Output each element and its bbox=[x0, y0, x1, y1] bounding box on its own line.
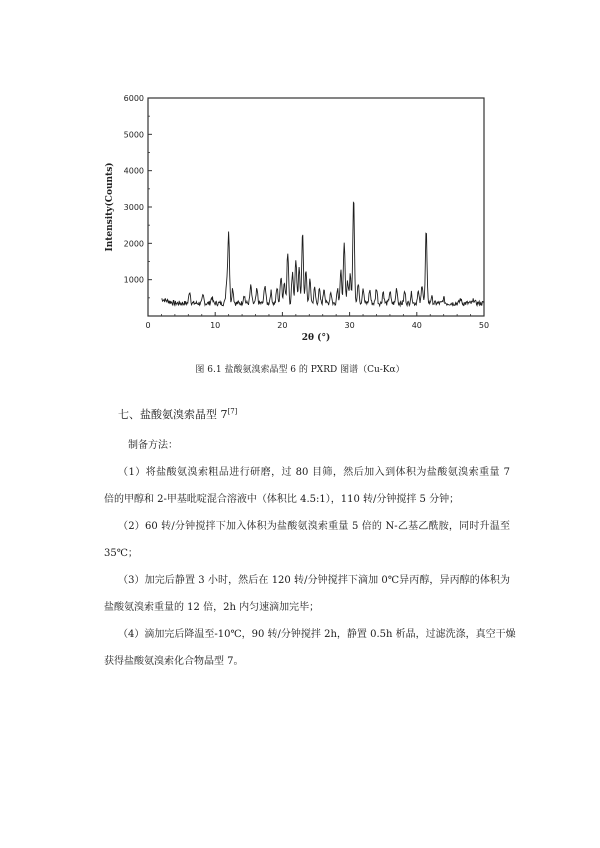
x-tick-label: 50 bbox=[478, 321, 490, 330]
peak-point bbox=[330, 294, 331, 295]
peak-point bbox=[299, 270, 300, 271]
peak-point bbox=[337, 290, 338, 291]
method-title: 制备方法： bbox=[128, 440, 178, 451]
y-tick-label: 4000 bbox=[123, 166, 144, 176]
peak-point bbox=[376, 290, 377, 291]
y-tick-label: 5000 bbox=[123, 130, 144, 140]
peak-point bbox=[276, 290, 277, 291]
peak-point bbox=[473, 302, 474, 303]
peak-point bbox=[362, 290, 363, 291]
peak-point bbox=[292, 274, 293, 275]
peak-point bbox=[358, 285, 359, 286]
plot-frame bbox=[148, 98, 484, 316]
peak-point bbox=[411, 295, 412, 296]
peak-point bbox=[369, 292, 370, 293]
peak-point bbox=[280, 277, 281, 278]
x-tick-label: 10 bbox=[210, 321, 221, 330]
x-tick-label: 20 bbox=[277, 321, 288, 330]
peak-point bbox=[228, 234, 229, 235]
y-tick-label: 6000 bbox=[123, 94, 144, 103]
step-4-line-2: 获得盐酸氨溴索化合物晶型 7。 bbox=[104, 656, 244, 667]
peak-point bbox=[189, 293, 190, 294]
step-1-line-2: 倍的甲醇和 2-甲基吡啶混合溶液中（体积比 4.5:1），110 转/分钟搅拌 5 分钟； bbox=[104, 494, 460, 505]
peak-point bbox=[389, 294, 390, 295]
peak-point bbox=[443, 300, 444, 301]
x-tick-label: 30 bbox=[344, 321, 355, 330]
peak-point bbox=[404, 294, 405, 295]
step-4-line-1: （4）滴加完后降温至-10℃，90 转/分钟搅拌 2h，静置 0.5h 析晶，过滤洗涤，真空干燥 bbox=[118, 629, 516, 640]
peak-point bbox=[284, 283, 285, 284]
peak-point bbox=[305, 274, 306, 275]
peak-point bbox=[426, 234, 427, 235]
peak-point bbox=[287, 254, 288, 255]
peak-point bbox=[344, 246, 345, 247]
figure-caption: 图 6.1 盐酸氨溴索晶型 6 的 PXRD 图谱（Cu-Kα） bbox=[195, 365, 405, 375]
x-axis-label: 2θ (°) bbox=[301, 333, 331, 342]
pxrd-chart bbox=[96, 86, 496, 342]
peak-point bbox=[243, 297, 244, 298]
peak-point bbox=[319, 292, 320, 293]
peak-point bbox=[264, 286, 265, 287]
y-axis-label: Intensity(Counts) bbox=[105, 162, 115, 252]
peak-point bbox=[203, 298, 204, 299]
peak-point bbox=[383, 294, 384, 295]
y-tick-label: 2000 bbox=[123, 239, 144, 249]
peak-point bbox=[431, 299, 432, 300]
step-3-line-2: 盐酸氨溴索重量的 12 倍，2h 内匀速滴加完毕； bbox=[104, 602, 320, 613]
peak-point bbox=[347, 283, 348, 284]
peak-point bbox=[418, 294, 419, 295]
reference-marker: [7] bbox=[227, 407, 238, 416]
peak-point bbox=[295, 261, 296, 262]
diffraction-trace bbox=[161, 203, 484, 306]
peak-point bbox=[353, 197, 354, 198]
step-3-line-1: （3）加完后静置 3 小时，然后在 120 转/分钟搅拌下滴加 0℃异丙醇，异丙醇的体积为 bbox=[118, 575, 510, 586]
peak-point bbox=[256, 292, 257, 293]
x-tick-label: 40 bbox=[411, 321, 422, 330]
peak-point bbox=[211, 299, 212, 300]
peak-point bbox=[232, 290, 233, 291]
peak-point bbox=[422, 286, 423, 287]
y-tick-label: 3000 bbox=[123, 203, 144, 212]
step-2-line-2: 35℃； bbox=[104, 548, 138, 559]
pxrd-chart-svg bbox=[96, 86, 496, 342]
step-2-line-1: （2）60 转/分钟搅拌下加入体积为盐酸氨溴索重量 5 倍的 N-乙基乙酰胺，同时升温至 bbox=[118, 521, 510, 532]
peak-point bbox=[270, 294, 271, 295]
section-heading bbox=[118, 406, 237, 422]
x-tick-label: 0 bbox=[145, 321, 151, 330]
peak-point bbox=[250, 288, 251, 289]
peak-point bbox=[340, 274, 341, 275]
peak-point bbox=[350, 277, 351, 278]
peak-point bbox=[309, 283, 310, 284]
peak-point bbox=[396, 290, 397, 291]
peak-point bbox=[226, 285, 227, 286]
y-tick-label: 1000 bbox=[123, 275, 144, 285]
peak-point bbox=[302, 235, 303, 236]
peak-point bbox=[460, 301, 461, 302]
step-1-line-1: （1）将盐酸氨溴索粗品进行研磨，过 80 目筛，然后加入到体积为盐酸氨溴索重量 7 bbox=[118, 467, 510, 478]
peak-point bbox=[314, 290, 315, 291]
section-heading-text: 七、盐酸氨溴索晶型 7 bbox=[118, 408, 228, 421]
peak-point bbox=[323, 290, 324, 291]
